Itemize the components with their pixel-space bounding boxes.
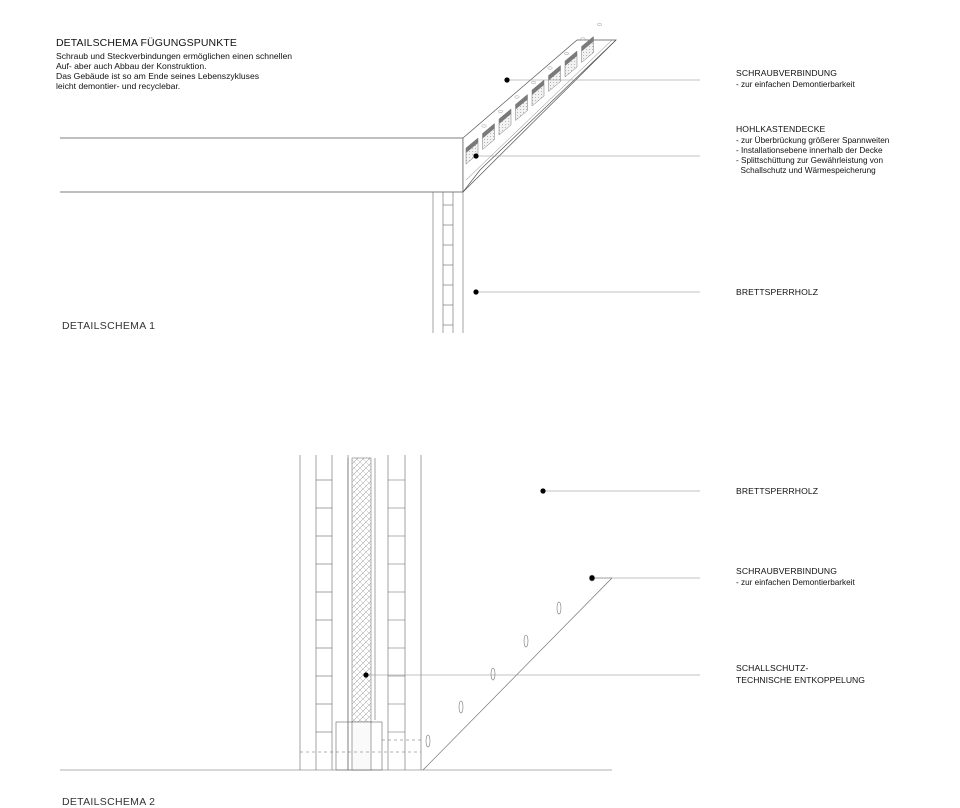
leader-dot (504, 77, 509, 82)
detail-1-wall-clt (433, 192, 463, 333)
label-line: - Installationsebene innerhalb der Decke (736, 146, 883, 155)
label-line: - zur Überbrückung größerer Spannweiten (736, 136, 890, 145)
label-title-screw-1: SCHRAUBVERBINDUNG (736, 68, 838, 78)
label-line: Schallschutz und Wärmespeicherung (736, 166, 876, 175)
insulation-layer (352, 458, 371, 723)
label-title-clt-2: BRETTSPERRHOLZ (736, 486, 819, 496)
detail-2-screws (426, 575, 595, 747)
leader-dot (540, 488, 545, 493)
label-line: - zur einfachen Demontierbarkeit (736, 80, 855, 89)
intro-line: leicht demontier- und recyclebar. (56, 81, 181, 91)
label-title-screw-2: SCHRAUBVERBINDUNG (736, 566, 838, 576)
intro-line: Schraub und Steckverbindungen ermöglichen einen schnellen (56, 51, 293, 61)
leader-dot (589, 575, 594, 580)
caption-schema-1: DETAILSCHEMA 1 (62, 320, 156, 332)
page-title: DETAILSCHEMA FÜGUNGSPUNKTE (56, 37, 237, 49)
detail-2-leaders (366, 491, 700, 675)
caption-schema-2: DETAILSCHEMA 2 (62, 796, 156, 808)
detail-1-floor-slab (60, 138, 463, 192)
leader-dot (363, 672, 368, 677)
leader-dot (473, 153, 478, 158)
label-title-decoupling: SCHALLSCHUTZ- (736, 663, 809, 673)
label-line: - zur einfachen Demontierbarkeit (736, 578, 855, 587)
label-title-clt-1: BRETTSPERRHOLZ (736, 287, 819, 297)
label-title-hollow-deck: HOHLKASTENDECKE (736, 124, 826, 134)
detail-2-base (300, 722, 421, 770)
intro-line: Auf- aber auch Abbau der Konstruktion. (56, 61, 207, 71)
intro-line: Das Gebäude ist so am Ende seines Lebenszykluses (56, 71, 260, 81)
label-line: - Splittschüttung zur Gewährleistung von (736, 156, 883, 165)
label-line: TECHNISCHE ENTKOPPELUNG (736, 675, 865, 685)
detail-1-roof-cassette (463, 23, 616, 192)
leader-dot (473, 289, 478, 294)
